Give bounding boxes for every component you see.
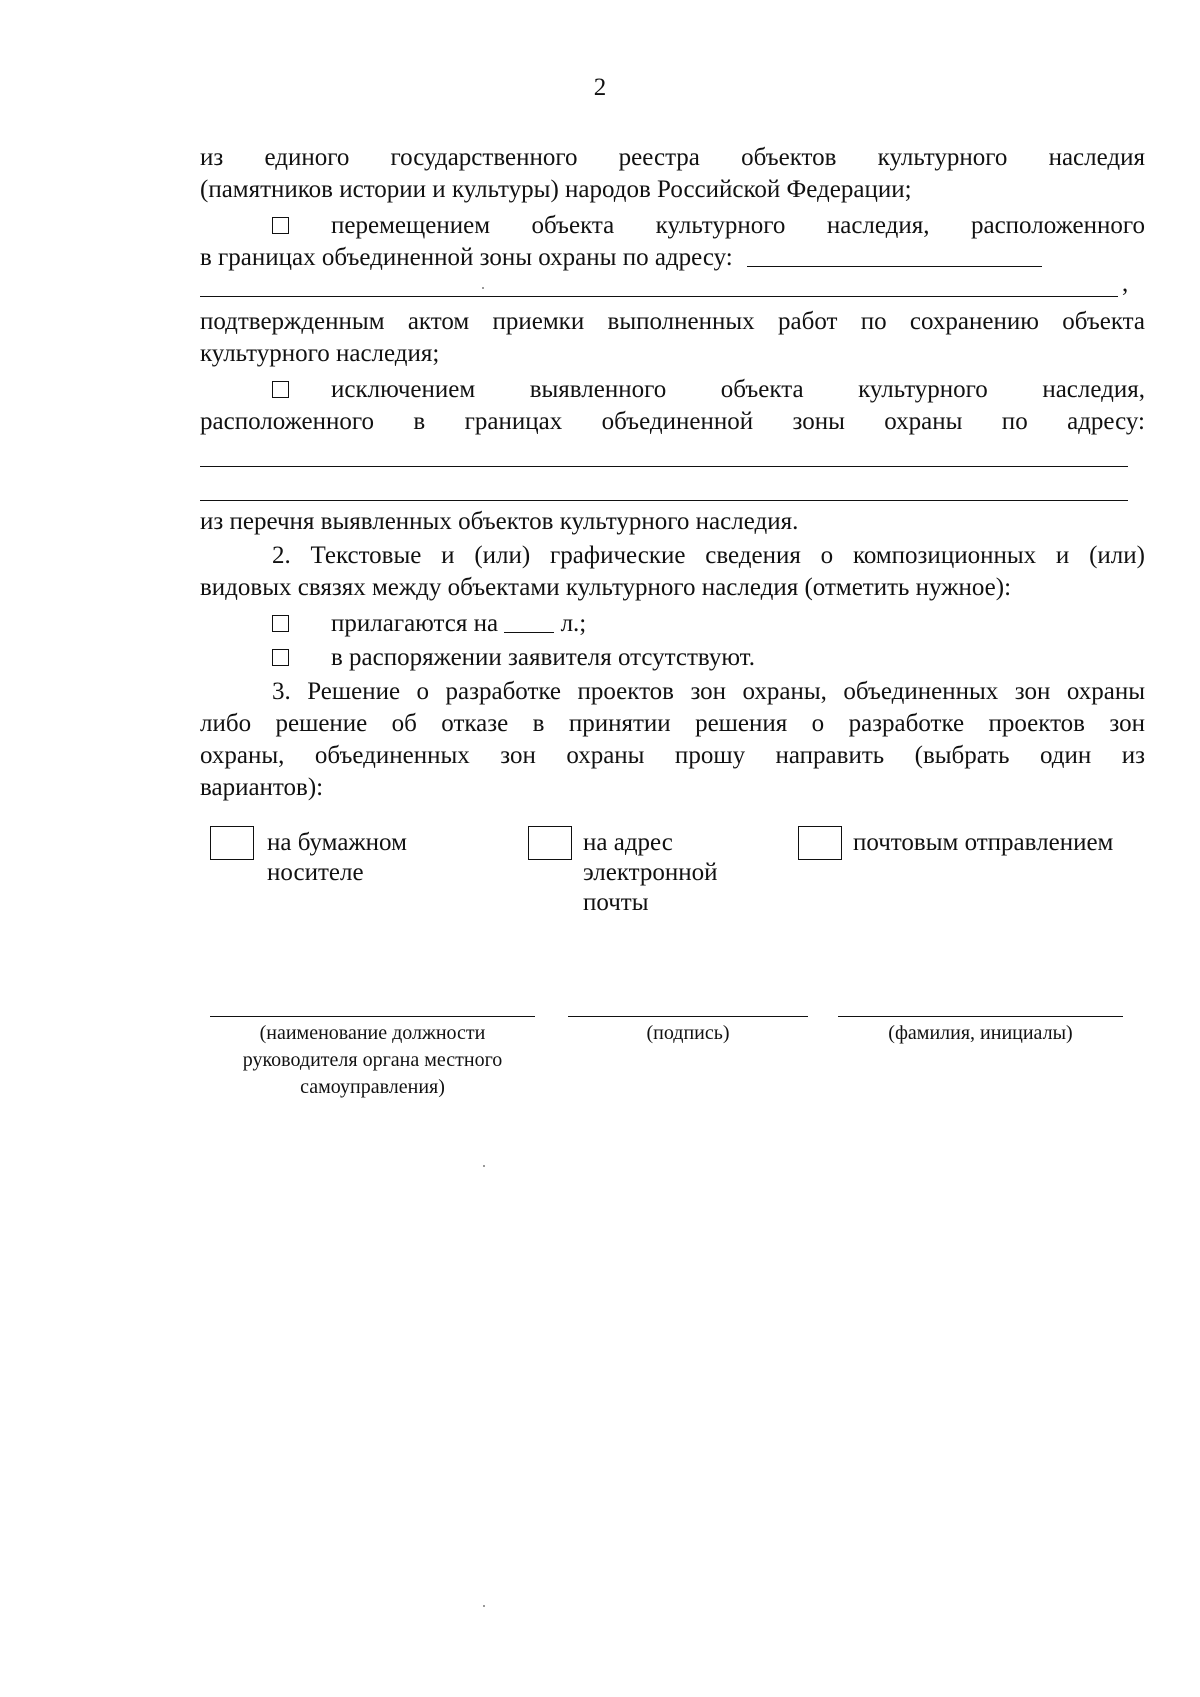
sign-signature-line[interactable] (568, 1016, 808, 1017)
caption-line: руководителя органа местного (242, 1049, 503, 1071)
name-signature-line[interactable] (838, 1016, 1123, 1017)
text-line: 2. Текстовые и (или) графические сведения о композиционных и (или) (272, 542, 1145, 569)
scan-speck (483, 1165, 485, 1167)
sign-caption: (подпись) (646, 1022, 730, 1044)
caption-line: (наименование должности (259, 1022, 486, 1044)
option-relocation[interactable] (200, 210, 1145, 242)
position-signature-line[interactable] (210, 1016, 535, 1017)
address-input-3[interactable] (200, 466, 1128, 467)
text-line: (памятников истории и культуры) народов Российской Федерации; (200, 176, 912, 203)
text-line: культурного наследия; (200, 340, 440, 367)
address-input-2[interactable] (200, 296, 1118, 297)
caption-line: самоуправления) (300, 1076, 445, 1098)
text-line: подтвержденным актом приемки выполненных работ по сохранению объекта (200, 308, 1145, 335)
post-delivery-label: почтовым отправлением (853, 829, 1114, 856)
text-line: видовых связях между объектами культурного наследия (отметить нужное): (200, 574, 1012, 601)
email-delivery-label (583, 828, 718, 918)
label-line: электронной (583, 859, 718, 886)
text-line: перемещением объекта культурного наследия, расположенного (331, 212, 1145, 239)
comma-mark: , (1122, 270, 1129, 297)
text-line: в распоряжении заявителя отсутствуют. (331, 644, 755, 671)
paper-delivery-checkbox[interactable] (210, 826, 254, 860)
exclusion-checkbox[interactable] (272, 381, 289, 398)
name-caption: (фамилия, инициалы) (888, 1022, 1073, 1044)
paper-delivery-label (267, 828, 407, 888)
position-caption (200, 1020, 545, 1101)
text-line: из единого государственного реестра объектов культурного наследия (200, 144, 1145, 171)
email-delivery-checkbox[interactable] (528, 826, 572, 860)
option-attached[interactable] (200, 608, 1145, 640)
text-line: прилагаются на (331, 610, 499, 637)
scan-speck (483, 1605, 485, 1607)
text-line: исключением выявленного объекта культурного наследия, (331, 376, 1145, 403)
post-delivery-checkbox[interactable] (798, 826, 842, 860)
address-line-1 (200, 242, 1145, 274)
text-line: вариантов): (200, 774, 324, 801)
label-line: почты (583, 889, 649, 916)
label-line: носителе (267, 859, 364, 886)
absent-checkbox[interactable] (272, 649, 289, 666)
option-exclusion[interactable] (200, 374, 1145, 406)
option-absent[interactable] (200, 642, 1145, 674)
text-line: либо решение об отказе в принятии решения о разработке проектов зон (200, 710, 1145, 737)
label-line: на бумажном (267, 829, 407, 856)
relocation-checkbox[interactable] (272, 217, 289, 234)
address-input-4[interactable] (200, 500, 1128, 501)
label-line: на адрес (583, 829, 673, 856)
text-line: охраны, объединенных зон охраны прошу направить (выбрать один из (200, 742, 1145, 769)
text-line: расположенного в границах объединенной зоны охраны по адресу: (200, 408, 1145, 435)
text-line: 3. Решение о разработке проектов зон охраны, объединенных зон охраны (272, 678, 1145, 705)
text-line: из перечня выявленных объектов культурного наследия. (200, 508, 799, 535)
attached-checkbox[interactable] (272, 615, 289, 632)
text-line: в границах объединенной зоны охраны по адресу: (200, 244, 733, 271)
address-input-1[interactable] (747, 244, 1042, 267)
page-number: 2 (593, 74, 607, 101)
text-line: л.; (560, 610, 587, 637)
scan-speck (482, 287, 484, 289)
sheets-count-input[interactable] (504, 610, 554, 633)
